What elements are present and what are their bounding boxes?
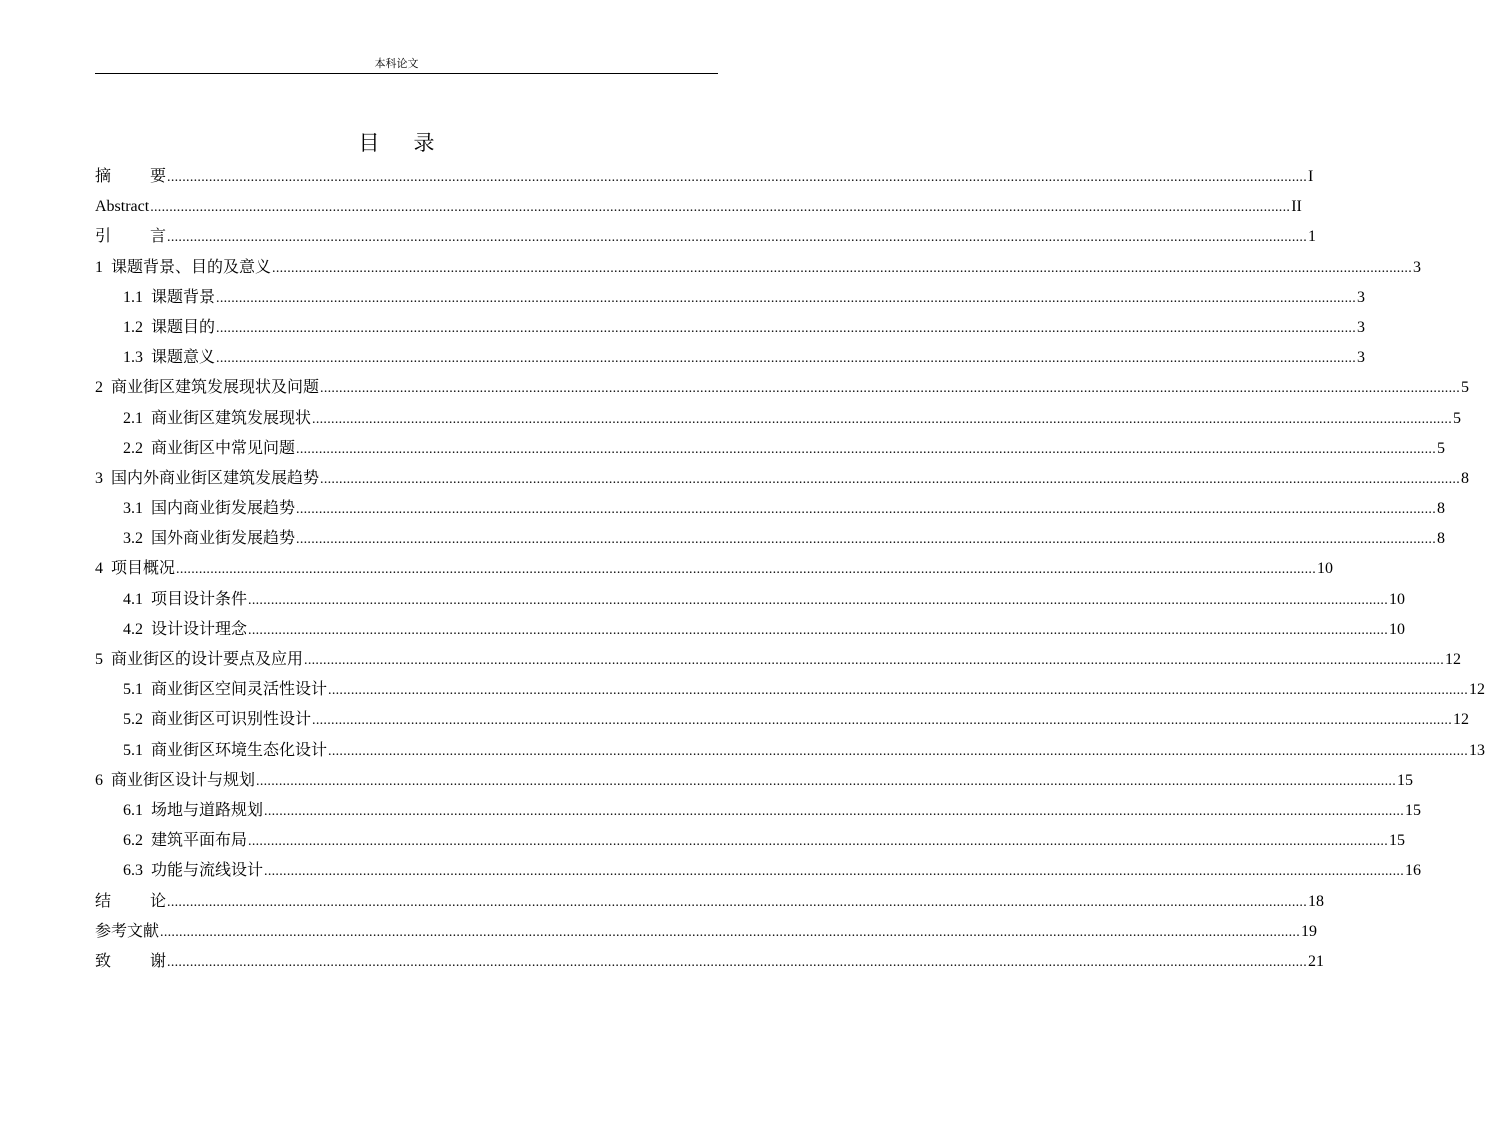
toc-entry[interactable] [95, 283, 1366, 313]
toc-entry-number: 1.1 [123, 288, 143, 306]
toc-entry-text: 课题背景 [151, 288, 216, 306]
toc-entry-text: 课题意义 [151, 349, 216, 367]
toc-entry[interactable] [95, 675, 1485, 705]
toc-entry-page: 10 [1389, 590, 1406, 608]
toc-entry-label [123, 615, 247, 645]
toc-entry-page: 12 [1445, 651, 1462, 668]
toc-entry-number: 1.3 [123, 349, 143, 367]
toc-entry-label [95, 554, 175, 584]
toc-entry-page: 5 [1461, 379, 1470, 397]
toc-leader-dots: ............................................................................................................................................................................................................................................................................................................ [328, 683, 1469, 699]
toc-entry[interactable] [95, 464, 1470, 494]
toc-entry-text: 商业街区设计与规划 [111, 771, 256, 789]
toc-leader-dots: ............................................................................................................................................................................................................................................................................................................ [248, 622, 1389, 638]
toc-entry-page: 15 [1389, 832, 1406, 850]
toc-leader-dots: ............................................................................................................................................................................................................................................................................................................ [296, 532, 1437, 548]
toc-leader-dots: ............................................................................................................................................................................................................................................................................................................ [167, 170, 1308, 185]
toc-entry-label [95, 464, 319, 494]
toc-entry-page: 8 [1437, 530, 1446, 548]
toc-entry[interactable] [95, 705, 1470, 735]
toc-entry-page: 8 [1461, 469, 1470, 487]
toc-entry-label [123, 705, 311, 735]
toc-entry[interactable] [95, 343, 1366, 373]
toc-entry-number: 3.1 [123, 500, 143, 518]
toc-entry-number: 3.2 [123, 530, 143, 548]
toc-entry-page: 3 [1357, 288, 1366, 306]
toc-leader-dots: ............................................................................................................................................................................................................................................................................................................ [176, 562, 1317, 578]
toc-entry-number: 2.1 [123, 409, 143, 427]
toc-entry-label [123, 283, 215, 313]
toc-entry[interactable] [95, 887, 1325, 917]
toc-entry-page: 16 [1405, 862, 1422, 880]
toc-entry-number: 6.1 [123, 801, 143, 819]
toc-entry-number: 2.2 [123, 439, 143, 457]
toc-entry-number: 5.2 [123, 711, 143, 729]
toc-entry-text: 国内外商业街区建筑发展趋势 [111, 469, 320, 487]
toc-entry-label [95, 373, 319, 403]
toc-entry-page: 10 [1389, 620, 1406, 638]
toc-entry[interactable] [95, 736, 1485, 766]
toc-entry-label [123, 404, 311, 434]
toc-entry-page: 1 [1308, 228, 1317, 246]
toc-leader-dots: ............................................................................................................................................................................................................................................................................................................ [167, 954, 1308, 970]
toc-leader-dots: ............................................................................................................................................................................................................................................................................................................ [328, 743, 1469, 759]
toc-leader-dots: ............................................................................................................................................................................................................................................................................................................ [264, 803, 1405, 819]
toc-entry-text: 国外商业街发展趋势 [151, 530, 296, 548]
toc-entry-text: 商业街区空间灵活性设计 [151, 681, 328, 699]
toc-entry-text: 摘要 [95, 168, 167, 185]
toc-entry[interactable] [95, 947, 1325, 977]
toc-entry[interactable] [95, 524, 1446, 554]
toc-entry-label [123, 313, 215, 343]
toc-entry-number: 6 [95, 771, 103, 789]
toc-entry-text: 商业街区中常见问题 [151, 439, 296, 457]
toc-entry-text: 结论 [95, 892, 167, 910]
toc-entry-number: 6.2 [123, 832, 143, 850]
toc-entry[interactable] [95, 585, 1406, 615]
toc-leader-dots: ............................................................................................................................................................................................................................................................................................................ [272, 260, 1413, 276]
toc-entry-label [123, 585, 247, 615]
toc-leader-dots: ............................................................................................................................................................................................................................................................................................................ [150, 200, 1291, 216]
toc-entry-number: 3 [95, 469, 103, 487]
toc-entry[interactable] [95, 162, 1314, 192]
toc-entry-text: 功能与流线设计 [151, 862, 264, 880]
toc-entry-number: 5 [95, 651, 103, 668]
toc-entry-text: 项目概况 [111, 560, 176, 578]
toc-entry-page: 5 [1437, 439, 1446, 457]
toc-entry[interactable] [95, 253, 1422, 283]
toc-entry-page: 8 [1437, 500, 1446, 518]
toc-entry-text: 场地与道路规划 [151, 801, 264, 819]
toc-entry-label [123, 856, 263, 886]
toc-leader-dots: ............................................................................................................................................................................................................................................................................................................ [216, 320, 1357, 336]
toc-entry-number: 5.1 [123, 741, 143, 759]
toc-entry-page: II [1291, 198, 1302, 216]
toc-entry-page: 21 [1308, 952, 1325, 970]
toc-leader-dots: ............................................................................................................................................................................................................................................................................................................ [248, 834, 1389, 850]
toc-entry-number: 1 [95, 258, 103, 276]
toc-leader-dots: ............................................................................................................................................................................................................................................................................................................ [312, 713, 1453, 729]
toc-entry-page: 12 [1469, 681, 1485, 699]
toc-entry[interactable] [95, 373, 1470, 403]
toc-entry-label [123, 343, 215, 373]
toc-leader-dots: ............................................................................................................................................................................................................................................................................................................ [167, 894, 1308, 910]
toc-leader-dots: ............................................................................................................................................................................................................................................................................................................ [256, 773, 1397, 789]
toc-entry-text: 商业街区建筑发展现状及问题 [111, 379, 320, 397]
toc-entry-page: 12 [1453, 711, 1470, 729]
toc-entry-number: 1.2 [123, 318, 143, 336]
toc-entry-number: 5.1 [123, 681, 143, 699]
running-header: 本科论文 [374, 58, 419, 70]
toc-entry-text: 致谢 [95, 952, 167, 970]
toc-entry-text: 课题背景、目的及意义 [111, 258, 272, 276]
toc-leader-dots: ............................................................................................................................................................................................................................................................................................................ [160, 924, 1301, 940]
toc-entry-label [123, 494, 295, 524]
toc-entry-label [95, 947, 166, 977]
toc-entry[interactable] [95, 766, 1414, 796]
toc-entry-text: 商业街区环境生态化设计 [151, 741, 328, 759]
toc-entry-label [123, 796, 263, 826]
toc-entry[interactable] [95, 856, 1422, 886]
toc-leader-dots: ............................................................................................................................................................................................................................................................................................................ [216, 290, 1357, 306]
toc-entry-page: 5 [1453, 409, 1462, 427]
toc-entry[interactable] [95, 796, 1422, 826]
toc-entry[interactable] [95, 434, 1446, 464]
toc-entry-label [123, 826, 247, 856]
toc-entry-text: 建筑平面布局 [151, 832, 248, 850]
toc-entry-page: I [1308, 168, 1314, 185]
table-of-contents [95, 162, 1485, 977]
toc-entry-number: 4.2 [123, 620, 143, 638]
toc-entry[interactable] [95, 494, 1446, 524]
toc-entry-label [95, 192, 149, 222]
toc-leader-dots: ............................................................................................................................................................................................................................................................................................................ [216, 351, 1357, 367]
toc-leader-dots: ............................................................................................................................................................................................................................................................................................................ [320, 471, 1461, 487]
toc-entry[interactable] [95, 192, 1302, 222]
toc-entry[interactable] [95, 826, 1406, 856]
toc-entry[interactable] [95, 615, 1406, 645]
toc-entry-label [123, 434, 295, 464]
toc-entry-label [123, 524, 295, 554]
toc-entry-page: 15 [1405, 801, 1422, 819]
toc-leader-dots: ............................................................................................................................................................................................................................................................................................................ [248, 592, 1389, 608]
toc-entry-page: 3 [1357, 349, 1366, 367]
toc-entry[interactable] [95, 222, 1317, 252]
toc-entry-number: 4.1 [123, 590, 143, 608]
toc-entry-page: 10 [1317, 560, 1334, 578]
toc-entry-page: 13 [1469, 741, 1485, 759]
toc-entry-page: 18 [1308, 892, 1325, 910]
toc-entry-number: 6.3 [123, 862, 143, 880]
toc-leader-dots: ............................................................................................................................................................................................................................................................................................................ [312, 411, 1453, 427]
toc-leader-dots: ............................................................................................................................................................................................................................................................................................................ [264, 864, 1405, 880]
toc-leader-dots: ............................................................................................................................................................................................................................................................................................................ [320, 381, 1461, 397]
toc-entry[interactable] [95, 554, 1334, 584]
toc-entry-text: 商业街区可识别性设计 [151, 711, 312, 729]
toc-entry-text: 引言 [95, 228, 167, 246]
toc-leader-dots: ............................................................................................................................................................................................................................................................................................................ [167, 230, 1308, 246]
toc-entry[interactable] [95, 404, 1462, 434]
toc-title: 目录 [358, 131, 469, 155]
toc-entry-page: 3 [1413, 258, 1422, 276]
toc-leader-dots: ............................................................................................................................................................................................................................................................................................................ [304, 653, 1445, 668]
toc-entry-text: Abstract [95, 198, 150, 216]
toc-entry-text: 商业街区建筑发展现状 [151, 409, 312, 427]
toc-entry[interactable] [95, 917, 1318, 947]
toc-entry-label [95, 645, 303, 675]
toc-entry-label [95, 253, 271, 283]
toc-entry-text: 课题目的 [151, 318, 216, 336]
toc-entry-label [123, 675, 327, 705]
toc-entry-label [95, 887, 166, 917]
toc-entry-page: 19 [1301, 922, 1318, 940]
toc-entry-number: 4 [95, 560, 103, 578]
toc-entry[interactable] [95, 645, 1462, 675]
toc-entry-text: 商业街区的设计要点及应用 [111, 651, 304, 668]
toc-entry-text: 设计设计理念 [151, 620, 248, 638]
toc-entry-label [95, 222, 166, 252]
toc-entry-number: 2 [95, 379, 103, 397]
header-rule [95, 73, 718, 74]
toc-entry-text: 参考文献 [95, 922, 160, 940]
toc-entry[interactable] [95, 313, 1366, 343]
toc-entry-label [95, 917, 159, 947]
toc-leader-dots: ............................................................................................................................................................................................................................................................................................................ [296, 502, 1437, 518]
toc-entry-label [95, 766, 255, 796]
toc-entry-page: 3 [1357, 318, 1366, 336]
toc-entry-text: 项目设计条件 [151, 590, 248, 608]
toc-entry-label [123, 736, 327, 766]
toc-entry-text: 国内商业街发展趋势 [151, 500, 296, 518]
toc-entry-page: 15 [1397, 771, 1414, 789]
toc-entry-label [95, 162, 166, 192]
toc-leader-dots: ............................................................................................................................................................................................................................................................................................................ [296, 441, 1437, 457]
